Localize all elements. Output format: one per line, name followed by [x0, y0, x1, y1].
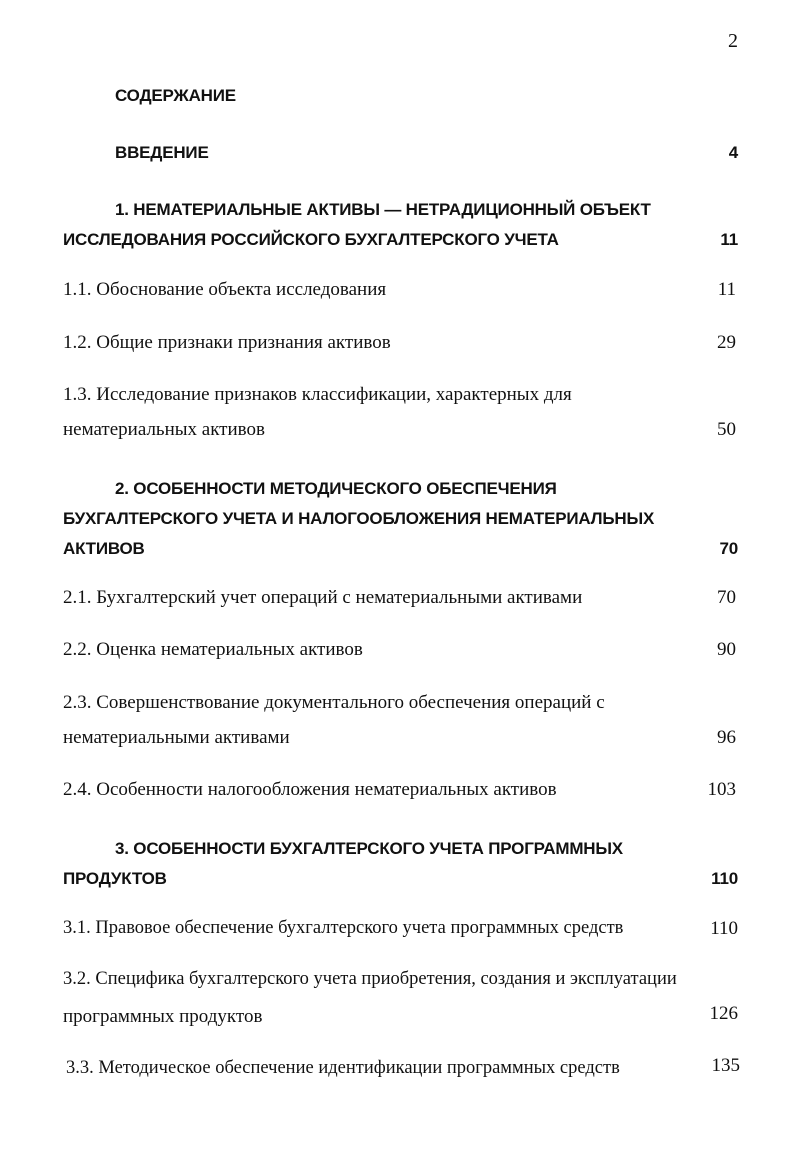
toc-section-3-3-page: 135	[711, 1055, 740, 1076]
toc-intro-page: 4	[728, 143, 738, 162]
toc-section-3-2-title-line1: 3.2. Специфика бухгалтерского учета приобретения, создания и эксплуатации	[63, 969, 677, 989]
toc-section-3-1-page: 110	[710, 918, 738, 939]
toc-chapter-1-title-line2: ИССЛЕДОВАНИЯ РОССИЙСКОГО БУХГАЛТЕРСКОГО УЧЕТА	[63, 230, 559, 249]
toc-chapter-3-page: 110	[711, 869, 738, 888]
toc-intro-title: ВВЕДЕНИЕ	[115, 143, 209, 162]
contents-title: СОДЕРЖАНИЕ	[115, 86, 236, 105]
toc-section-2-2-title: 2.2. Оценка нематериальных активов	[63, 639, 363, 660]
toc-section-2-1-page: 70	[717, 587, 736, 608]
toc-section-1-2-page: 29	[717, 332, 736, 353]
toc-section-1-2-title: 1.2. Общие признаки признания активов	[63, 332, 391, 353]
toc-section-3-2-page: 126	[709, 1003, 738, 1024]
page-number: 2	[728, 30, 738, 52]
toc-section-2-3-title-line1: 2.3. Совершенствование документального обеспечения операций с	[63, 692, 605, 713]
toc-section-2-3-page: 96	[717, 727, 736, 748]
toc-section-2-4-title: 2.4. Особенности налогообложения нематериальных активов	[63, 779, 557, 800]
toc-section-1-3-title-line1: 1.3. Исследование признаков классификации, характерных для	[63, 384, 572, 405]
toc-section-3-2-title-line2: программных продуктов	[63, 1006, 263, 1027]
toc-chapter-2-title-line1: 2. ОСОБЕННОСТИ МЕТОДИЧЕСКОГО ОБЕСПЕЧЕНИЯ	[115, 479, 557, 498]
toc-chapter-1-title-line1: 1. НЕМАТЕРИАЛЬНЫЕ АКТИВЫ — НЕТРАДИЦИОННЫЙ ОБЪЕКТ	[115, 200, 651, 219]
toc-chapter-1-page: 11	[720, 230, 738, 249]
toc-section-2-2-page: 90	[717, 639, 736, 660]
toc-chapter-3-title-line1: 3. ОСОБЕННОСТИ БУХГАЛТЕРСКОГО УЧЕТА ПРОГРАММНЫХ	[115, 839, 623, 858]
toc-section-3-3-title: 3.3. Методическое обеспечение идентификации программных средств	[66, 1058, 620, 1078]
toc-section-2-4-page: 103	[707, 779, 736, 800]
toc-chapter-2-title-line2: БУХГАЛТЕРСКОГО УЧЕТА И НАЛОГООБЛОЖЕНИЯ НЕМАТЕРИАЛЬНЫХ	[63, 509, 655, 528]
toc-section-1-3-page: 50	[717, 419, 736, 440]
toc-section-3-1-title: 3.1. Правовое обеспечение бухгалтерского учета программных средств	[63, 918, 624, 938]
toc-section-1-1-title: 1.1. Обоснование объекта исследования	[63, 279, 387, 300]
toc-section-2-3-title-line2: нематериальными активами	[63, 727, 290, 748]
toc-chapter-2-page: 70	[719, 539, 738, 558]
toc-chapter-3-title-line2: ПРОДУКТОВ	[63, 869, 167, 888]
toc-section-1-1-page: 11	[717, 279, 736, 300]
toc-section-1-3-title-line2: нематериальных активов	[63, 419, 265, 440]
toc-section-2-1-title: 2.1. Бухгалтерский учет операций с нематериальными активами	[63, 587, 583, 608]
toc-chapter-2-title-line3: АКТИВОВ	[63, 539, 145, 558]
